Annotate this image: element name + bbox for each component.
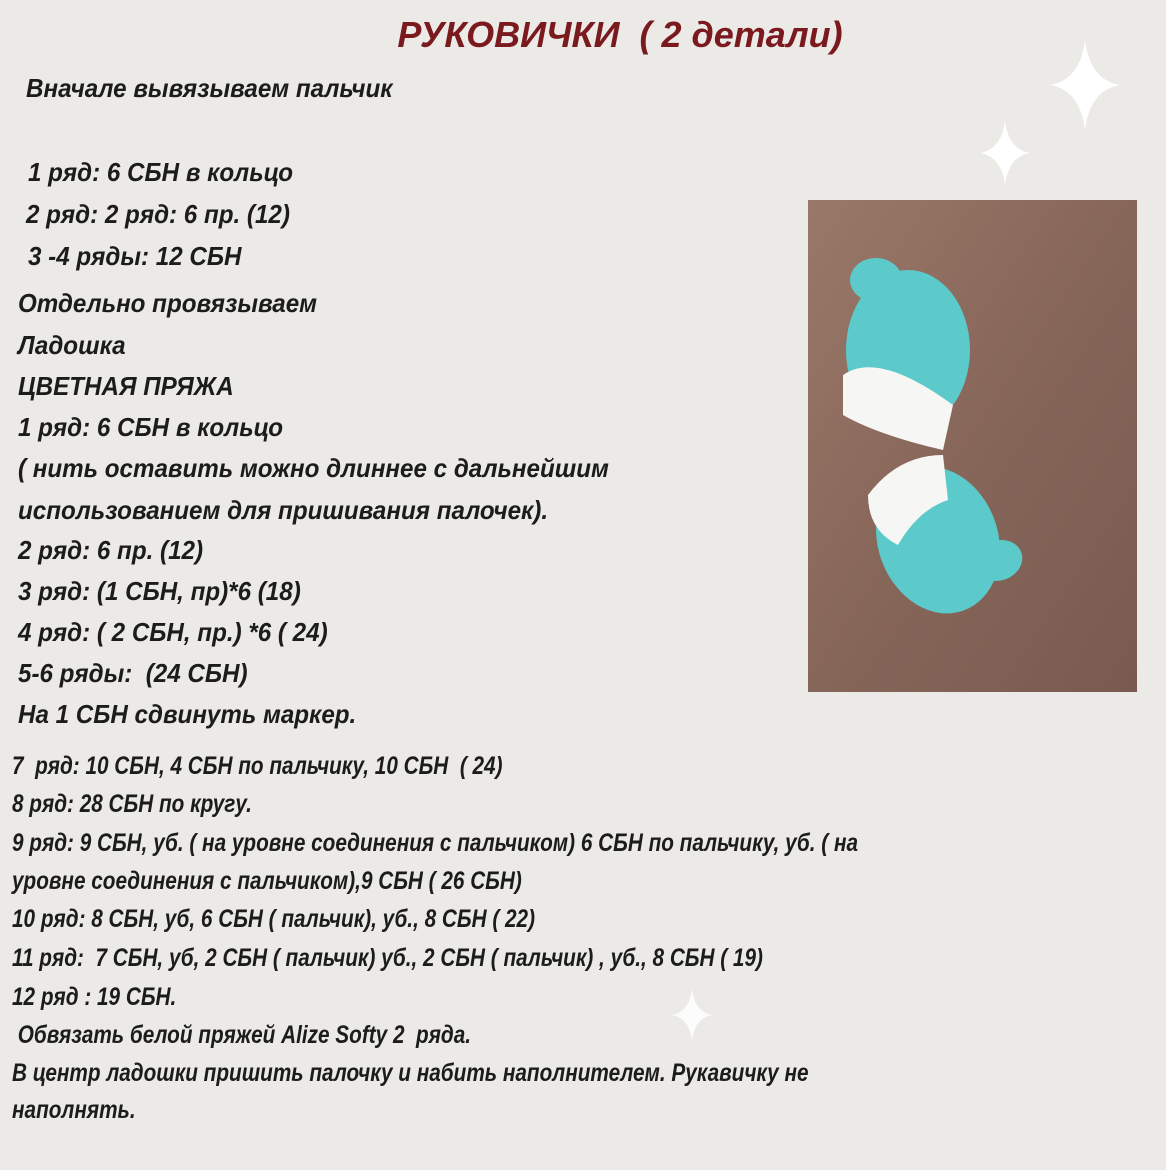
- joined-row: 7 ряд: 10 СБН, 4 СБН по пальчику, 10 СБН ( 24): [12, 752, 503, 780]
- palm-line: 5-6 ряды: (24 СБН): [18, 658, 248, 688]
- sparkle-icon: [980, 118, 1030, 188]
- joined-row: уровне соединения с пальчиком),9 СБН ( 26 СБН): [12, 867, 522, 895]
- palm-line: ( нить оставить можно длиннее с дальнейшим: [18, 453, 609, 483]
- joined-row: наполнять.: [12, 1096, 136, 1124]
- intro-text: Вначале вывязываем пальчик: [26, 73, 393, 103]
- joined-row: Обвязать белой пряжей Alize Softy 2 ряда.: [12, 1021, 472, 1049]
- joined-row: 12 ряд : 19 СБН.: [12, 983, 177, 1011]
- palm-line: 2 ряд: 6 пр. (12): [18, 535, 204, 565]
- palm-line: На 1 СБН сдвинуть маркер.: [18, 699, 357, 729]
- palm-line: Отдельно провязываем: [18, 288, 318, 318]
- joined-row: 9 ряд: 9 СБН, уб. ( на уровне соединения с пальчиком) 6 СБН по пальчику, уб. ( на: [12, 829, 859, 857]
- palm-line: 1 ряд: 6 СБН в кольцо: [18, 412, 284, 442]
- palm-line: ЦВЕТНАЯ ПРЯЖА: [18, 371, 234, 401]
- sparkle-icon: [1050, 40, 1120, 130]
- finger-row: 2 ряд: 2 ряд: 6 пр. (12): [26, 199, 290, 229]
- joined-row: 10 ряд: 8 СБН, уб, 6 СБН ( пальчик), уб., 8 СБН ( 22): [12, 905, 536, 933]
- palm-line: Ладошка: [18, 330, 126, 360]
- palm-line: 4 ряд: ( 2 СБН, пр.) *6 ( 24): [18, 617, 328, 647]
- finger-row: 1 ряд: 6 СБН в кольцо: [28, 157, 294, 187]
- page-title: РУКОВИЧКИ ( 2 детали): [397, 14, 843, 55]
- palm-line: 3 ряд: (1 СБН, пр)*6 (18): [18, 576, 301, 606]
- finger-row: 3 -4 ряды: 12 СБН: [28, 241, 242, 271]
- mittens-photo: [808, 200, 1137, 692]
- joined-row: В центр ладошки пришить палочку и набить наполнителем. Рукавичку не: [12, 1059, 809, 1087]
- joined-row: 11 ряд: 7 СБН, уб, 2 СБН ( пальчик) уб., 2 СБН ( пальчик) , уб., 8 СБН ( 19): [12, 944, 763, 972]
- sparkle-icon: [672, 985, 712, 1045]
- joined-row: 8 ряд: 28 СБН по кругу.: [12, 790, 252, 818]
- palm-line: использованием для пришивания палочек).: [18, 495, 549, 525]
